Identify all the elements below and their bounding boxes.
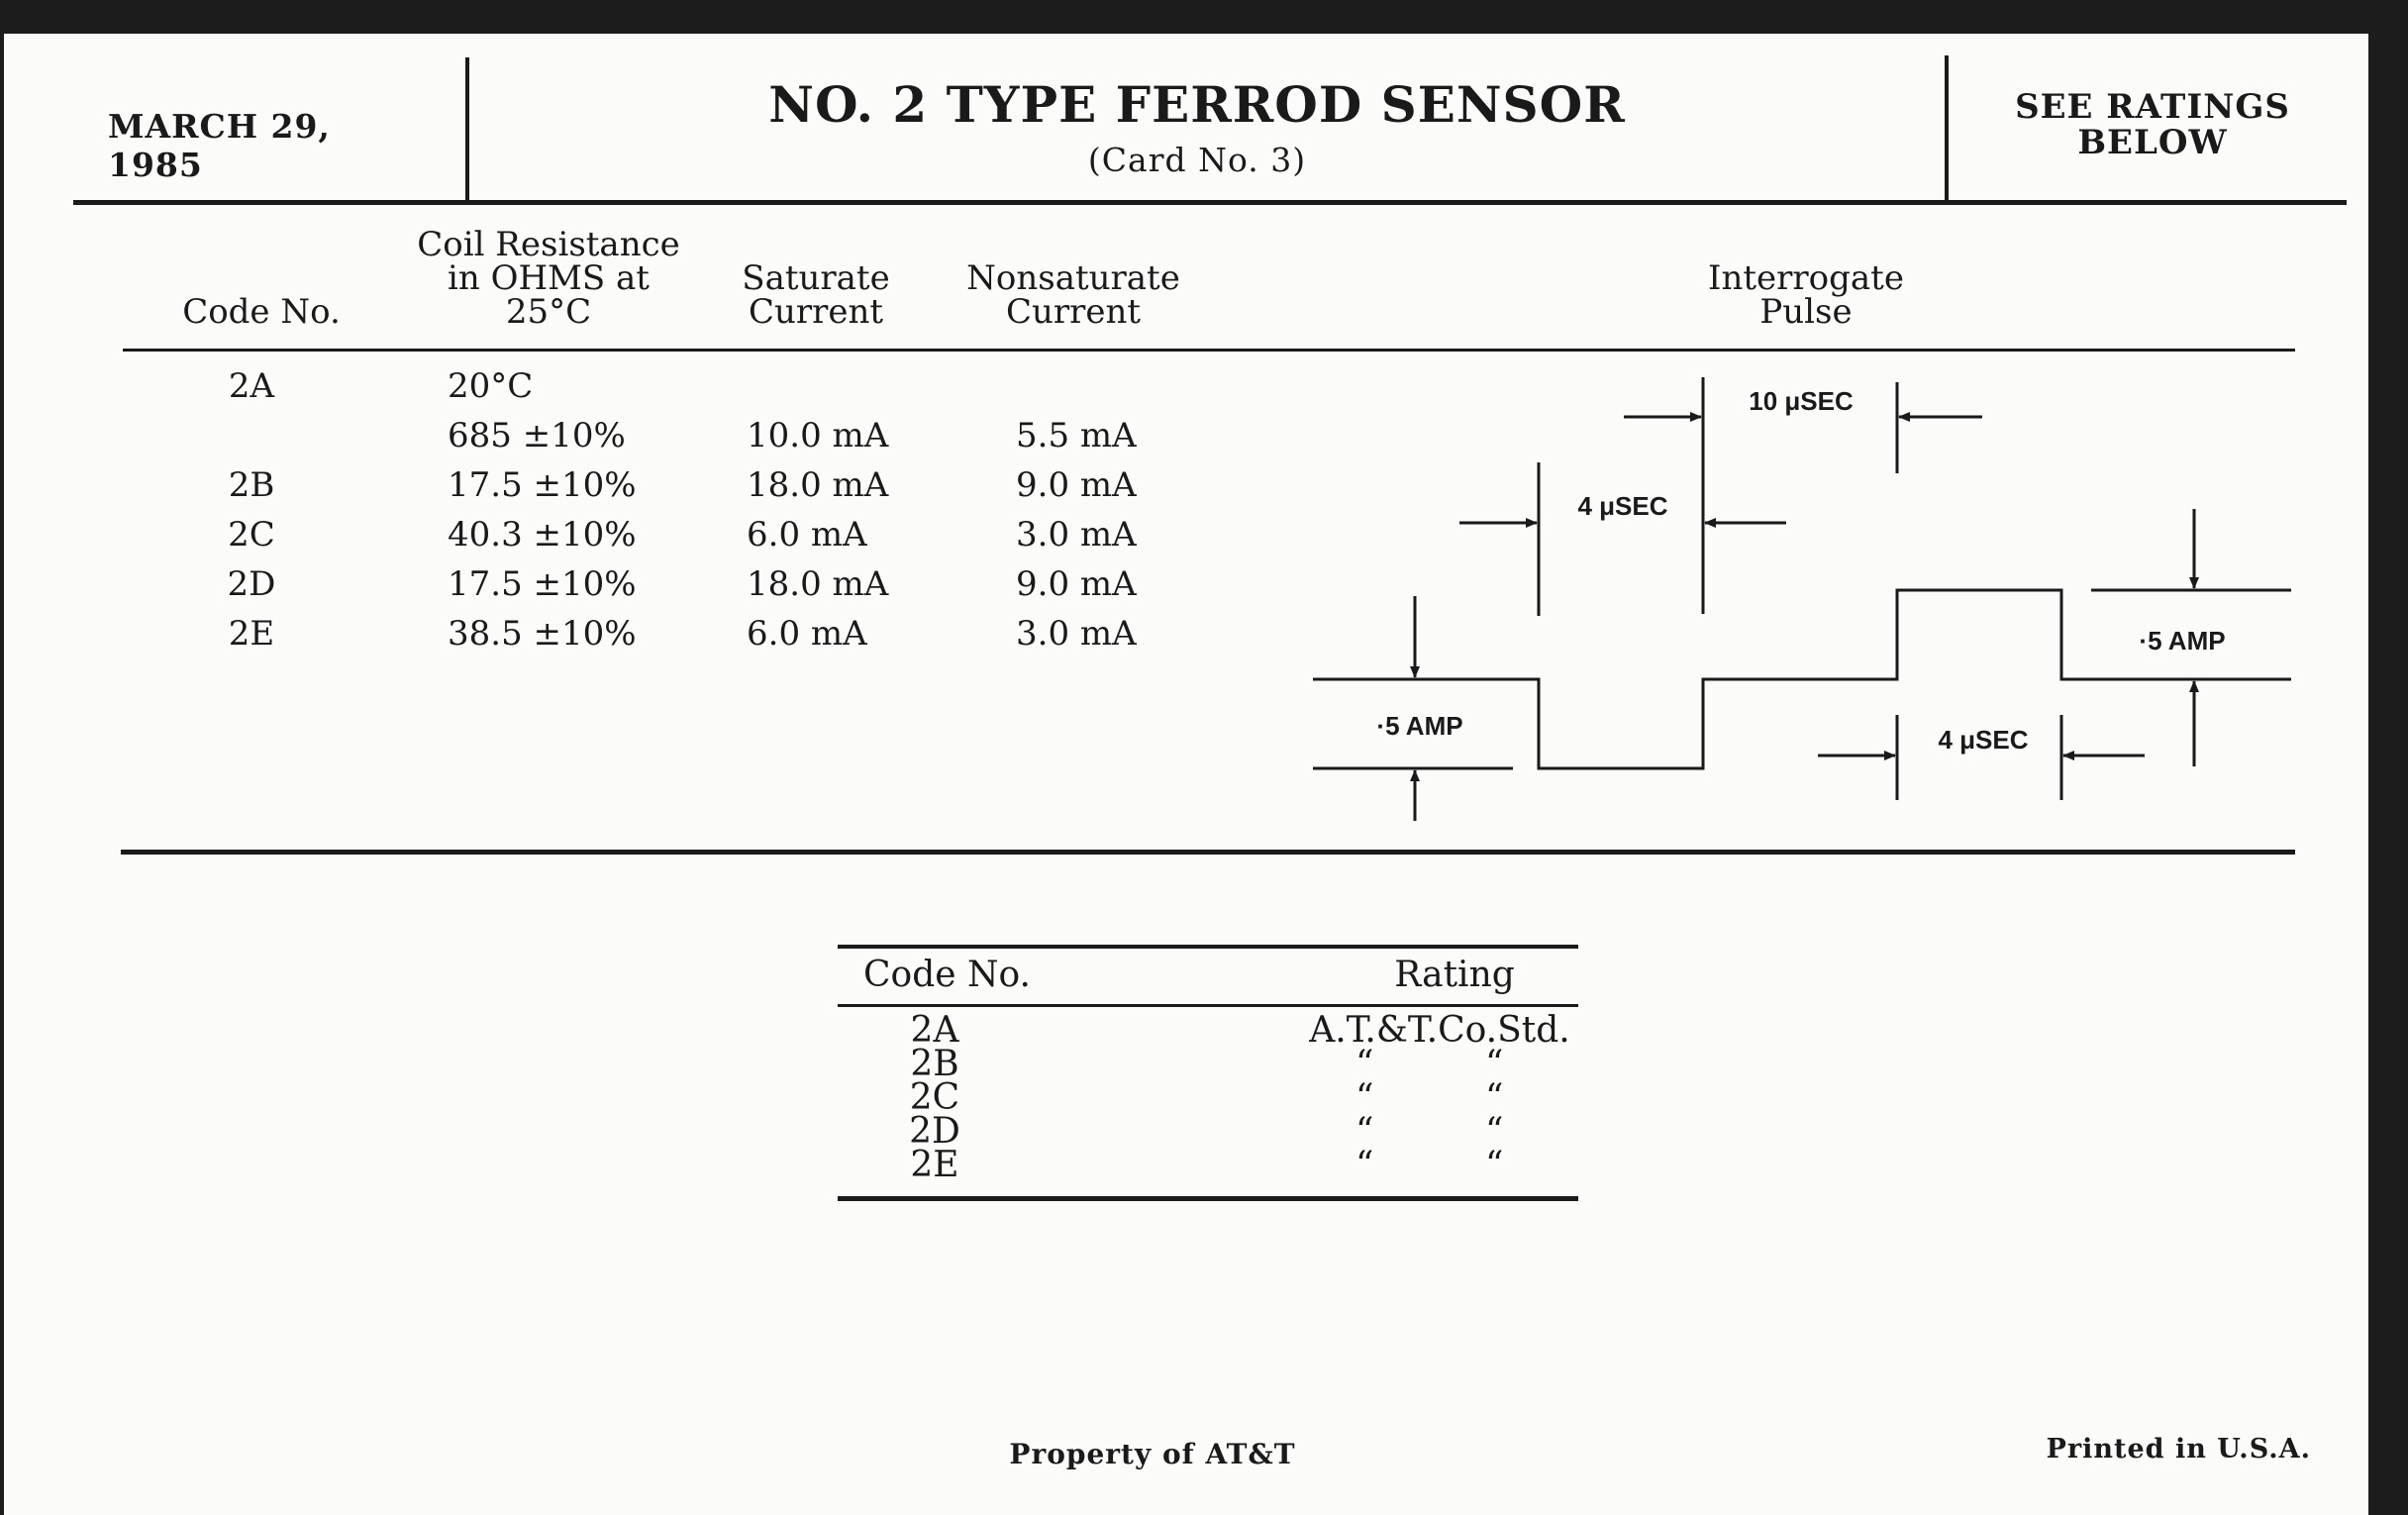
data-card	[4, 34, 2368, 1515]
spec-coil-cell: 20°C	[448, 366, 534, 406]
ditto-mark: “	[1355, 1111, 1374, 1152]
col-header-nonsaturate-line1: Nonsaturate	[966, 258, 1180, 298]
col-header-pulse-line1: Interrogate	[1708, 258, 1904, 298]
rating-value-cell: A.T.&T.Co.Std.	[1309, 1010, 1570, 1051]
ratings-note-line2: BELOW	[2077, 123, 2228, 162]
rating-header-rating: Rating	[1394, 955, 1515, 995]
rating-header-rule	[838, 1004, 1578, 1007]
spec-coil-cell: 17.5 ±10%	[448, 564, 637, 604]
spec-code-cell: 2E	[228, 614, 275, 654]
rating-code-cell: 2D	[909, 1111, 960, 1152]
spec-nonsaturate-cell: 3.0 mA	[1016, 614, 1137, 654]
spec-coil-cell: 685 ±10%	[448, 416, 626, 455]
spec-code-cell: 2D	[227, 564, 276, 604]
interrogate-pulse-diagram	[4, 34, 2368, 1024]
spec-coil-cell: 17.5 ±10%	[448, 465, 637, 505]
pulse-waveform	[1313, 590, 2291, 768]
spec-saturate-cell: 6.0 mA	[747, 614, 867, 654]
col-header-coil-line2: in OHMS at	[448, 258, 650, 298]
card-title: NO. 2 TYPE FERROD SENSOR	[768, 75, 1626, 134]
col-header-nonsaturate-line2: Current	[1005, 292, 1142, 332]
spec-coil-cell: 40.3 ±10%	[448, 515, 637, 555]
spec-nonsaturate-cell: 5.5 mA	[1016, 416, 1137, 455]
ditto-mark: “	[1355, 1077, 1374, 1118]
spec-code-cell: 2B	[228, 465, 275, 505]
card-date: MARCH 29, 1985	[108, 107, 331, 184]
ditto-mark: “	[1355, 1044, 1374, 1084]
col-header-pulse-line2: Pulse	[1759, 292, 1853, 332]
card-subtitle: (Card No. 3)	[1087, 141, 1307, 179]
spec-nonsaturate-cell: 9.0 mA	[1016, 465, 1137, 505]
col-header-saturate-line2: Current	[748, 292, 884, 332]
spec-nonsaturate-cell: 3.0 mA	[1016, 515, 1137, 555]
spec-saturate-cell: 10.0 mA	[747, 416, 889, 455]
rating-code-cell: 2A	[910, 1010, 959, 1051]
spec-saturate-cell: 18.0 mA	[747, 564, 889, 604]
ditto-mark: “	[1485, 1145, 1504, 1185]
left-amp-label: ·5 AMP	[1376, 711, 1463, 741]
footer-property: Property of AT&T	[1009, 1438, 1296, 1470]
rating-code-cell: 2E	[910, 1145, 959, 1185]
top-width-label: 10 μSEC	[1749, 386, 1854, 416]
col-header-coil-line1: Coil Resistance	[417, 225, 680, 264]
col-header-code: Code No.	[182, 292, 341, 332]
col-header-saturate-line1: Saturate	[742, 258, 890, 298]
footer-printed: Printed in U.S.A.	[2046, 1434, 2311, 1464]
spec-coil-cell: 38.5 ±10%	[448, 614, 637, 654]
ditto-mark: “	[1485, 1044, 1504, 1084]
right-amp-label: ·5 AMP	[2139, 626, 2226, 656]
col-header-coil-line3: 25°C	[505, 292, 592, 332]
rating-code-cell: 2B	[910, 1044, 959, 1084]
rating-top-rule	[838, 945, 1578, 949]
spec-nonsaturate-cell: 9.0 mA	[1016, 564, 1137, 604]
spec-bottom-rule	[121, 850, 2295, 855]
ratings-note-line1: SEE RATINGS	[2015, 87, 2290, 127]
high-width-label: 4 μSEC	[1938, 725, 2029, 755]
rating-code-cell: 2C	[909, 1077, 960, 1118]
ditto-mark: “	[1485, 1077, 1504, 1118]
spec-code-cell: 2A	[228, 366, 275, 406]
ditto-mark: “	[1485, 1111, 1504, 1152]
ditto-mark: “	[1355, 1145, 1374, 1185]
spec-code-cell: 2C	[228, 515, 275, 555]
rating-header-code: Code No.	[863, 955, 1031, 995]
low-width-label: 4 μSEC	[1577, 491, 1668, 521]
rating-bottom-rule	[838, 1196, 1578, 1201]
spec-saturate-cell: 18.0 mA	[747, 465, 889, 505]
spec-saturate-cell: 6.0 mA	[747, 515, 867, 555]
